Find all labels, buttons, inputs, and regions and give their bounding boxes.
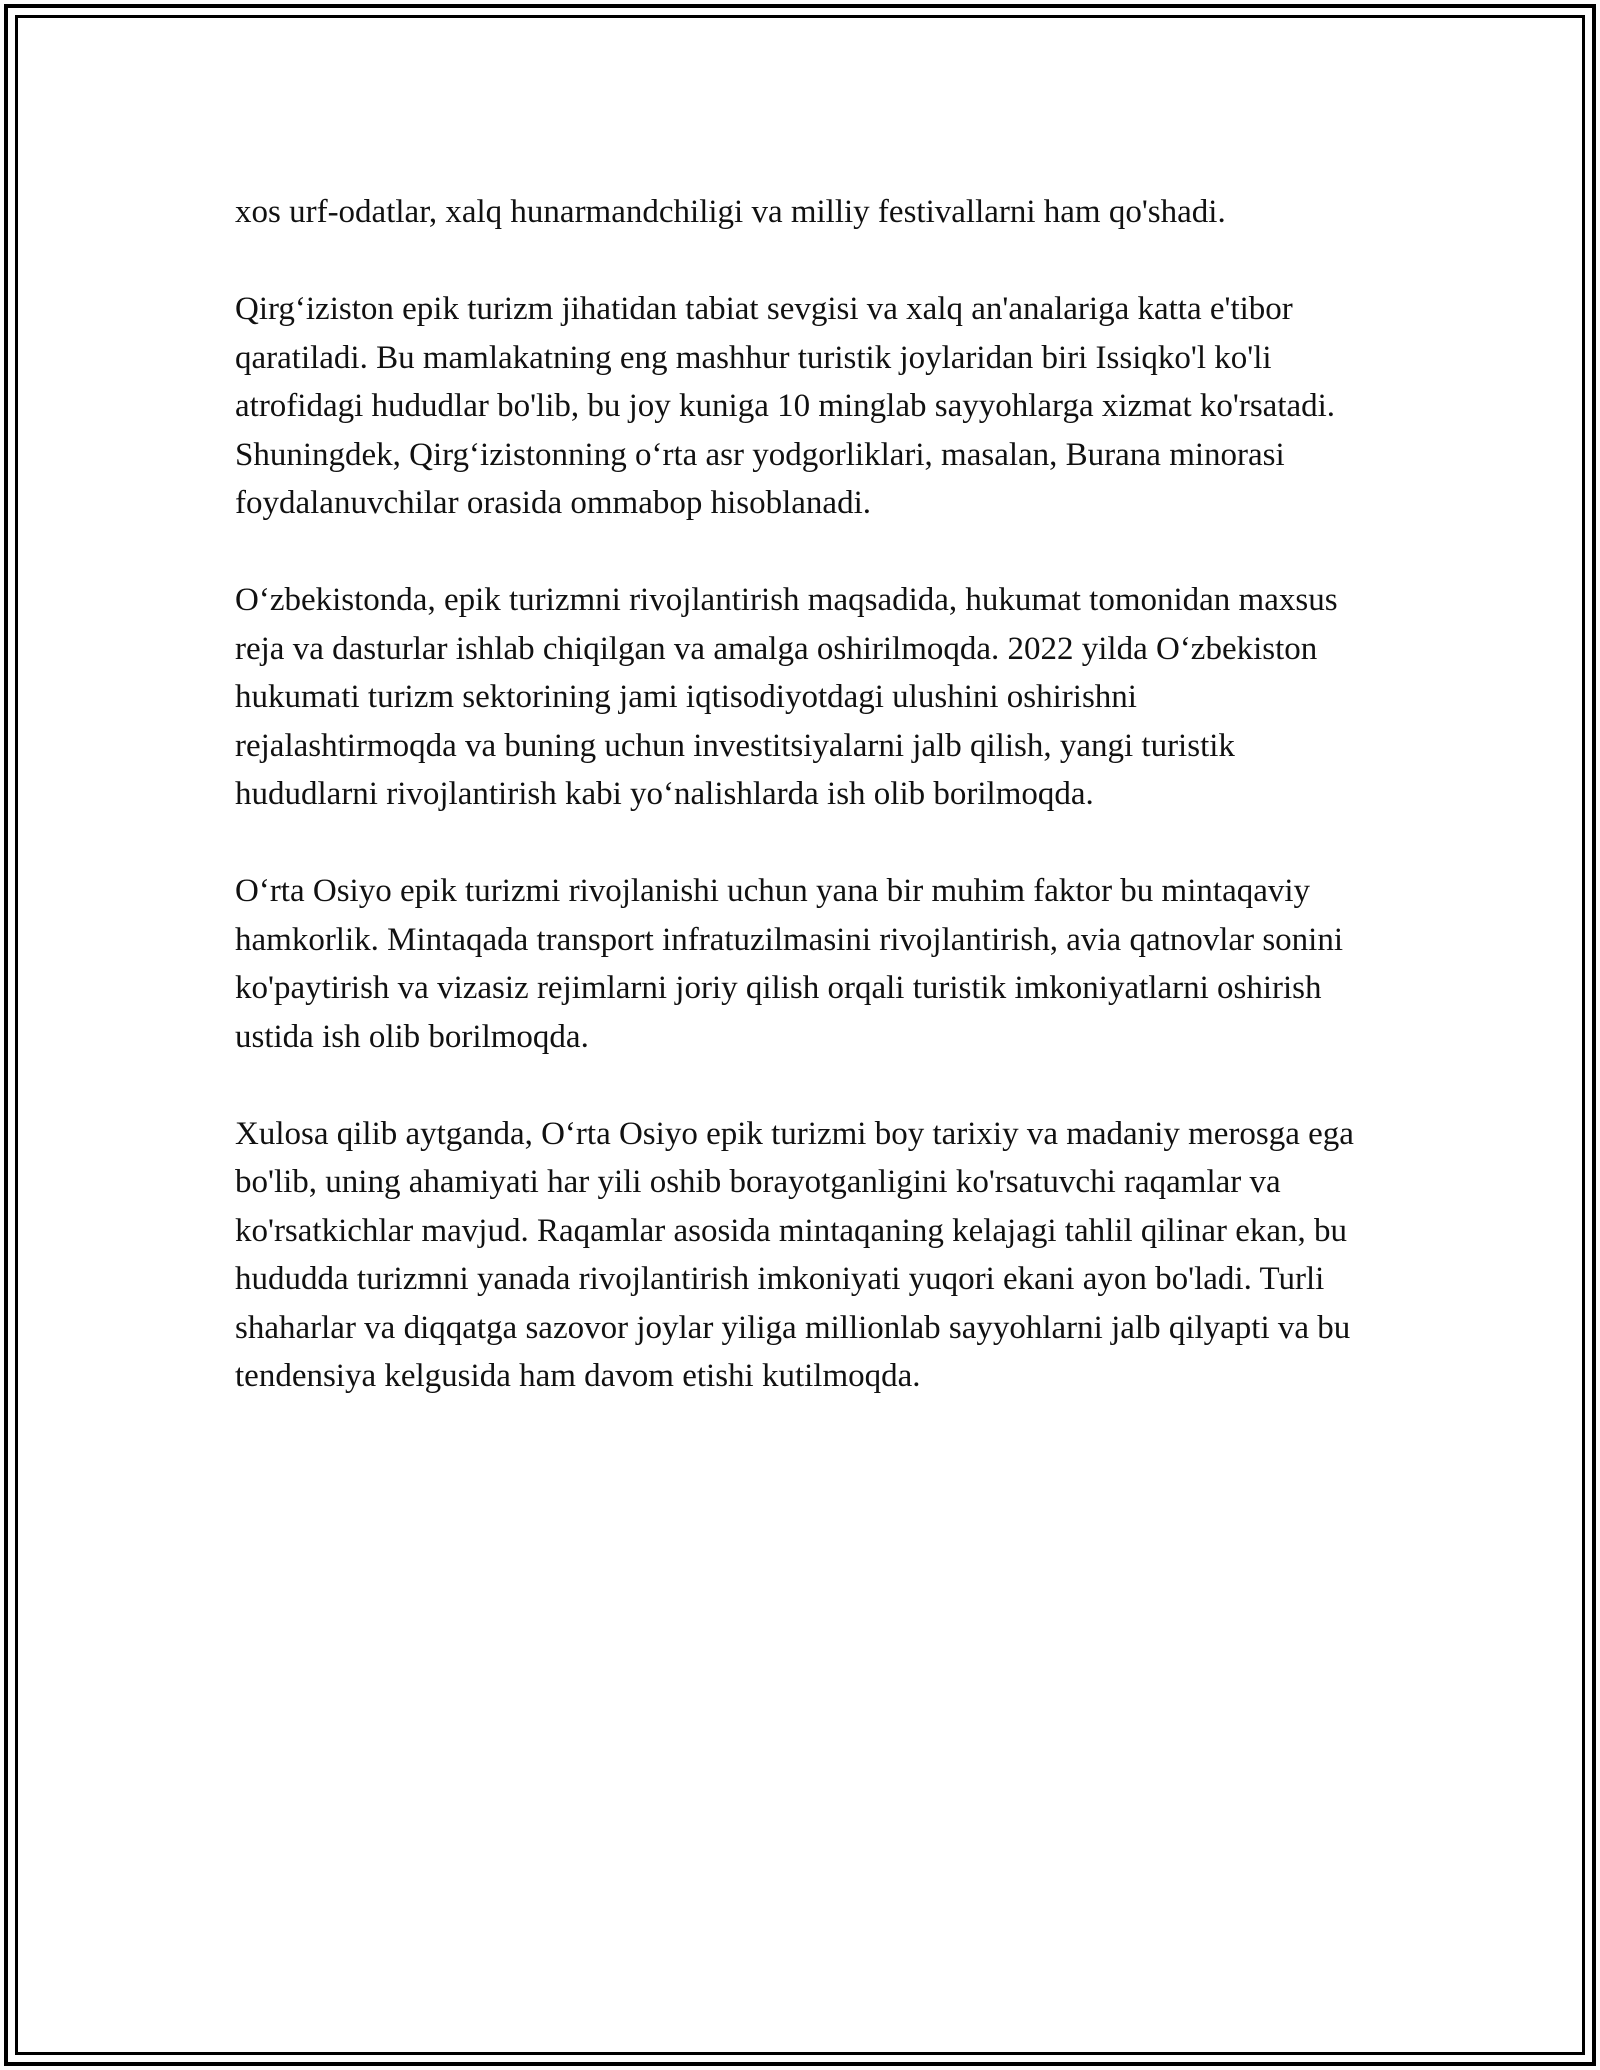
paragraph-1: xos urf-odatlar, xalq hunarmandchiligi va milliy festivallarni ham qo'shadi. bbox=[235, 194, 1226, 230]
page-content bbox=[235, 188, 1365, 1401]
paragraph-3: O‘zbekistonda, epik turizmni rivojlantirish maqsadida, hukumat tomonidan maxsus reja va dasturlar ishlab chiqilgan va amalga oshirilmoqda. 2022 yilda O‘zbekiston hukumati turizm sektorining jami iqtisodiyotdagi ulushini oshirishni rejalashtirmoqda va buning uchun investitsiyalarni jalb qilish, yangi turistik hududlarni rivojlantirish kabi yo‘nalishlarda ish olib borilmoqda. bbox=[235, 582, 1338, 812]
paragraph-4: O‘rta Osiyo epik turizmi rivojlanishi uchun yana bir muhim faktor bu mintaqaviy hamkorlik. Mintaqada transport infratuzilmasini rivojlantirish, avia qatnovlar sonini ko'paytirish va vizasiz rejimlarni joriy qilish orqali turistik imkoniyatlarni oshirish ustida ish olib borilmoqda. bbox=[235, 873, 1343, 1055]
paragraph-5: Xulosa qilib aytganda, O‘rta Osiyo epik turizmi boy tarixiy va madaniy merosga ega bo'lib, uning ahamiyati har yili oshib borayotganligini ko'rsatuvchi raqamlar va ko'rsatkichlar mavjud. Raqamlar asosida mintaqaning kelajagi tahlil qilinar ekan, bu hududda turizmni yanada rivojlantirish imkoniyati yuqori ekani ayon bo'ladi. Turli shaharlar va diqqatga sazovor joylar yiliga millionlab sayyohlarni jalb qilyapti va bu tendensiya kelgusida ham davom etishi kutilmoqda. bbox=[235, 1115, 1354, 1394]
paragraph-2: Qirg‘iziston epik turizm jihatidan tabiat sevgisi va xalq an'analariga katta e'tibor qaratiladi. Bu mamlakatning eng mashhur turistik joylaridan biri Issiqko'l ko'li atrofidagi hududlar bo'lib, bu joy kuniga 10 minglab sayyohlarga xizmat ko'rsatadi. Shuningdek, Qirg‘izistonning o‘rta asr yodgorliklari, masalan, Burana minorasi foydalanuvchilar orasida ommabop hisoblanadi. bbox=[235, 291, 1336, 521]
